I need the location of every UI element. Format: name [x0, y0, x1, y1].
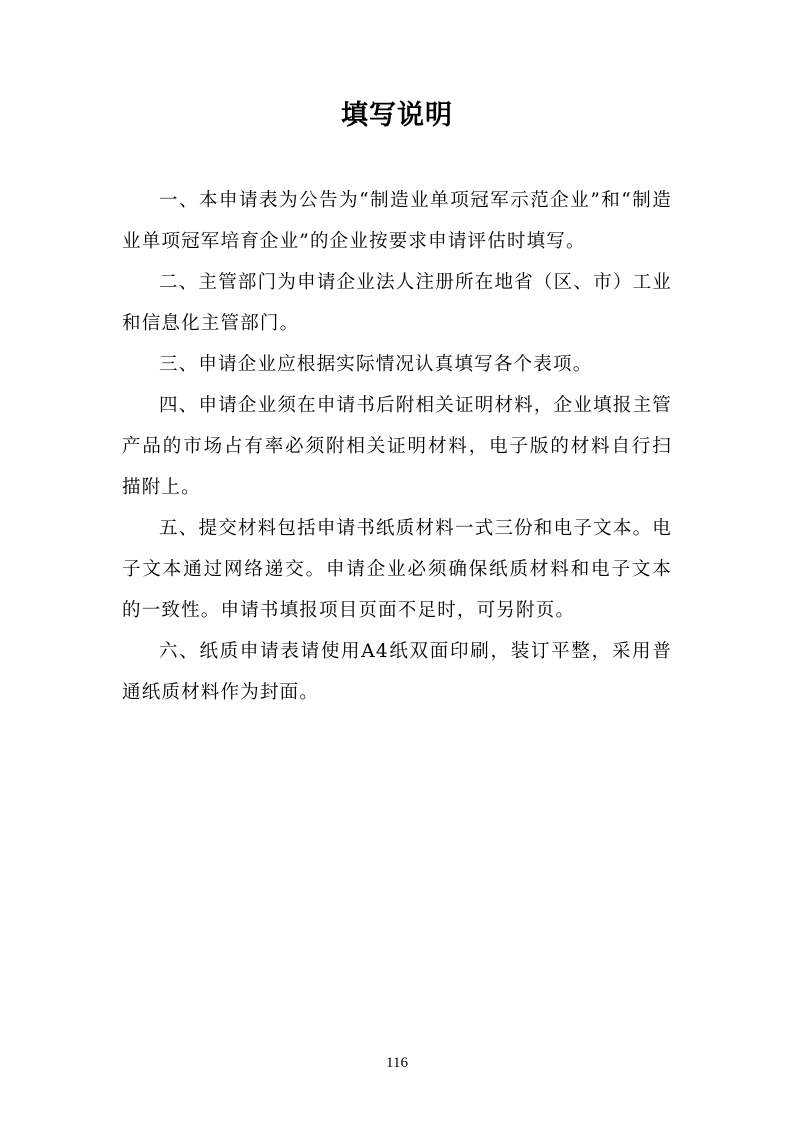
instructions-body	[122, 180, 672, 713]
page-title: 填写说明	[341, 100, 453, 131]
page-number: 116	[386, 1055, 408, 1071]
instruction-paragraph-3: 三、申请企业应根据实际情况认真填写各个表项。	[159, 354, 593, 375]
instruction-paragraph-5: 五、提交材料包括申请书纸质材料一式三份和电子文本。电子文本通过网络递交。申请企业必须确保纸质材料和电子文本的一致性。申请书填报项目页面不足时，可另附页。	[122, 518, 672, 621]
instruction-paragraph-4: 四、申请企业须在申请书后附相关证明材料，企业填报主管产品的市场占有率必须附相关证明材料，电子版的材料自行扫描附上。	[122, 395, 672, 498]
instruction-paragraph-1: 一、本申请表为公告为“制造业单项冠军示范企业”和“制造业单项冠军培育企业”的企业按要求申请评估时填写。	[122, 190, 672, 252]
instruction-paragraph-6: 六、纸质申请表请使用A4纸双面印刷，装订平整，采用普通纸质材料作为封面。	[122, 641, 672, 703]
instruction-paragraph-2: 二、主管部门为申请企业法人注册所在地省（区、市）工业和信息化主管部门。	[122, 272, 672, 334]
